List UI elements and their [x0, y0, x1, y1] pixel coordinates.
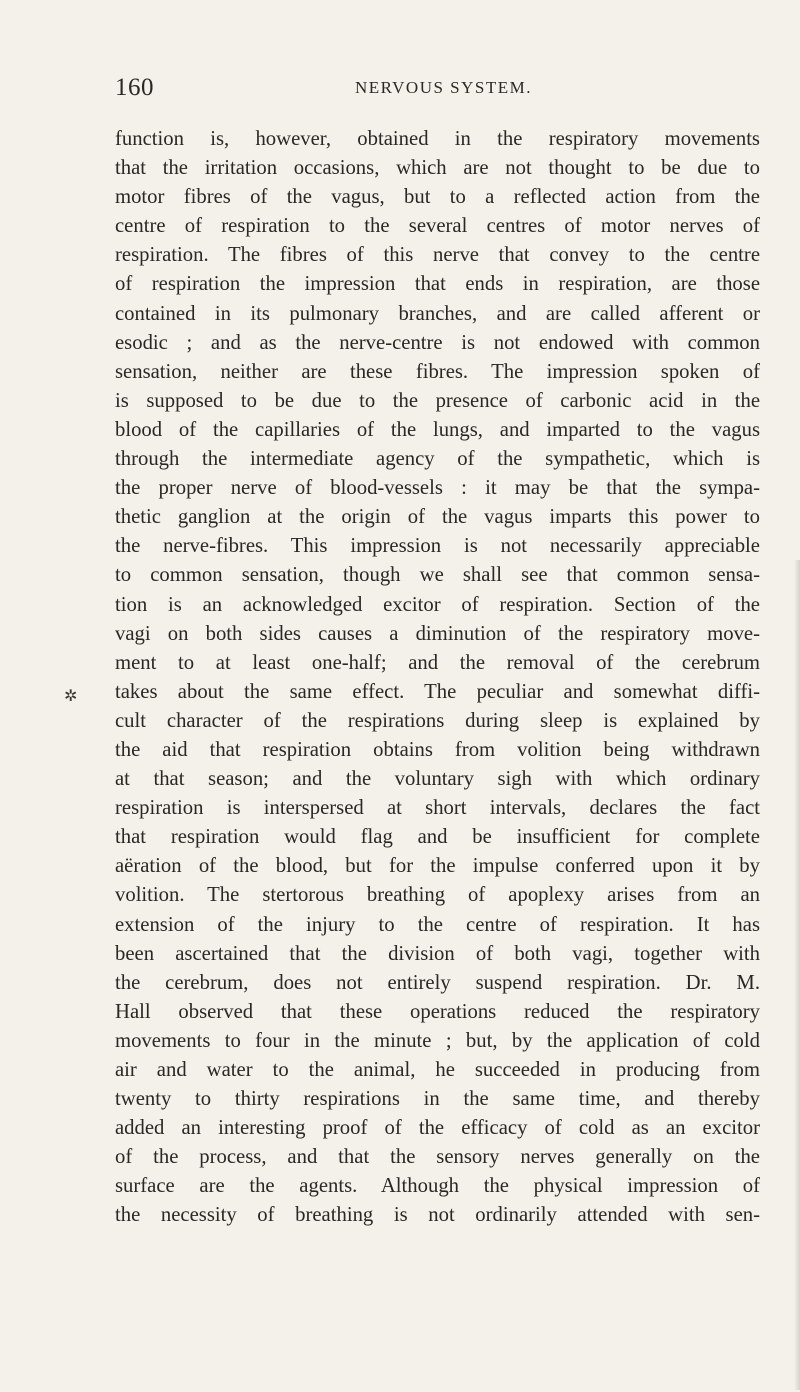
text-line: respiration. The fibres of this nerve that convey to the centre — [115, 244, 760, 267]
text-line: cult character of the respirations during sleep is explained by — [115, 709, 760, 732]
text-line: respiration is interspersed at short intervals, declares the fact — [115, 797, 760, 820]
text-line: of the process, and that the sensory nerves generally on the — [115, 1146, 760, 1169]
text-line: vagi on both sides causes a diminution of the respiratory move- — [115, 622, 760, 645]
text-line: motor fibres of the vagus, but to a reflected action from the — [115, 186, 760, 209]
text-line: Hall observed that these operations reduced the respiratory — [115, 1000, 760, 1023]
text-line: to common sensation, though we shall see that common sensa- — [115, 564, 760, 587]
text-line: blood of the capillaries of the lungs, and imparted to the vagus — [115, 418, 760, 441]
text-line: sensation, neither are these fibres. The impression spoken of — [115, 360, 760, 383]
page-number: 160 — [115, 74, 154, 101]
text-line: twenty to thirty respirations in the same time, and thereby — [115, 1088, 760, 1111]
text-line: that the irritation occasions, which are not thought to be due to — [115, 157, 760, 180]
text-line: contained in its pulmonary branches, and are called afferent or — [115, 302, 760, 325]
text-line: takes about the same effect. The peculiar and somewhat diffi- — [115, 680, 760, 703]
text-line: the proper nerve of blood-vessels : it may be that the sympa- — [115, 477, 760, 500]
margin-mark: ✲ — [64, 688, 78, 705]
running-head: NERVOUS SYSTEM. — [355, 78, 532, 97]
text-line: the cerebrum, does not entirely suspend respiration. Dr. M. — [115, 971, 760, 994]
body-text — [115, 125, 760, 1231]
text-line: been ascertained that the division of both vagi, together with — [115, 942, 760, 965]
text-line: esodic ; and as the nerve-centre is not endowed with common — [115, 331, 760, 354]
page-header — [115, 74, 760, 106]
text-line: centre of respiration to the several centres of motor nerves of — [115, 215, 760, 238]
page-edge-shadow — [794, 560, 800, 1390]
text-line: function is, however, obtained in the respiratory movements — [115, 128, 760, 150]
text-line: the necessity of breathing is not ordinarily attended with sen- — [115, 1204, 760, 1227]
text-line: at that season; and the voluntary sigh with which ordinary — [115, 768, 760, 791]
text-line: ment to at least one-half; and the removal of the cerebrum — [115, 651, 760, 674]
text-line: the aid that respiration obtains from volition being withdrawn — [115, 738, 760, 761]
text-line: air and water to the animal, he succeeded in producing from — [115, 1059, 760, 1081]
text-line: that respiration would flag and be insufficient for complete — [115, 826, 760, 849]
text-line: movements to four in the minute ; but, by the application of cold — [115, 1029, 760, 1052]
text-line: extension of the injury to the centre of respiration. It has — [115, 913, 760, 936]
text-line: is supposed to be due to the presence of carbonic acid in the — [115, 389, 760, 412]
text-line: volition. The stertorous breathing of apoplexy arises from an — [115, 884, 760, 907]
text-line: aëration of the blood, but for the impulse conferred upon it by — [115, 855, 760, 878]
text-line: the nerve-fibres. This impression is not necessarily appreciable — [115, 535, 760, 558]
text-line: surface are the agents. Although the physical impression of — [115, 1175, 760, 1198]
text-line: thetic ganglion at the origin of the vagus imparts this power to — [115, 506, 760, 529]
text-line: tion is an acknowledged excitor of respiration. Section of the — [115, 593, 760, 616]
text-line: of respiration the impression that ends in respiration, are those — [115, 273, 760, 296]
text-line: through the intermediate agency of the sympathetic, which is — [115, 448, 760, 471]
text-line: added an interesting proof of the efficacy of cold as an excitor — [115, 1117, 760, 1140]
